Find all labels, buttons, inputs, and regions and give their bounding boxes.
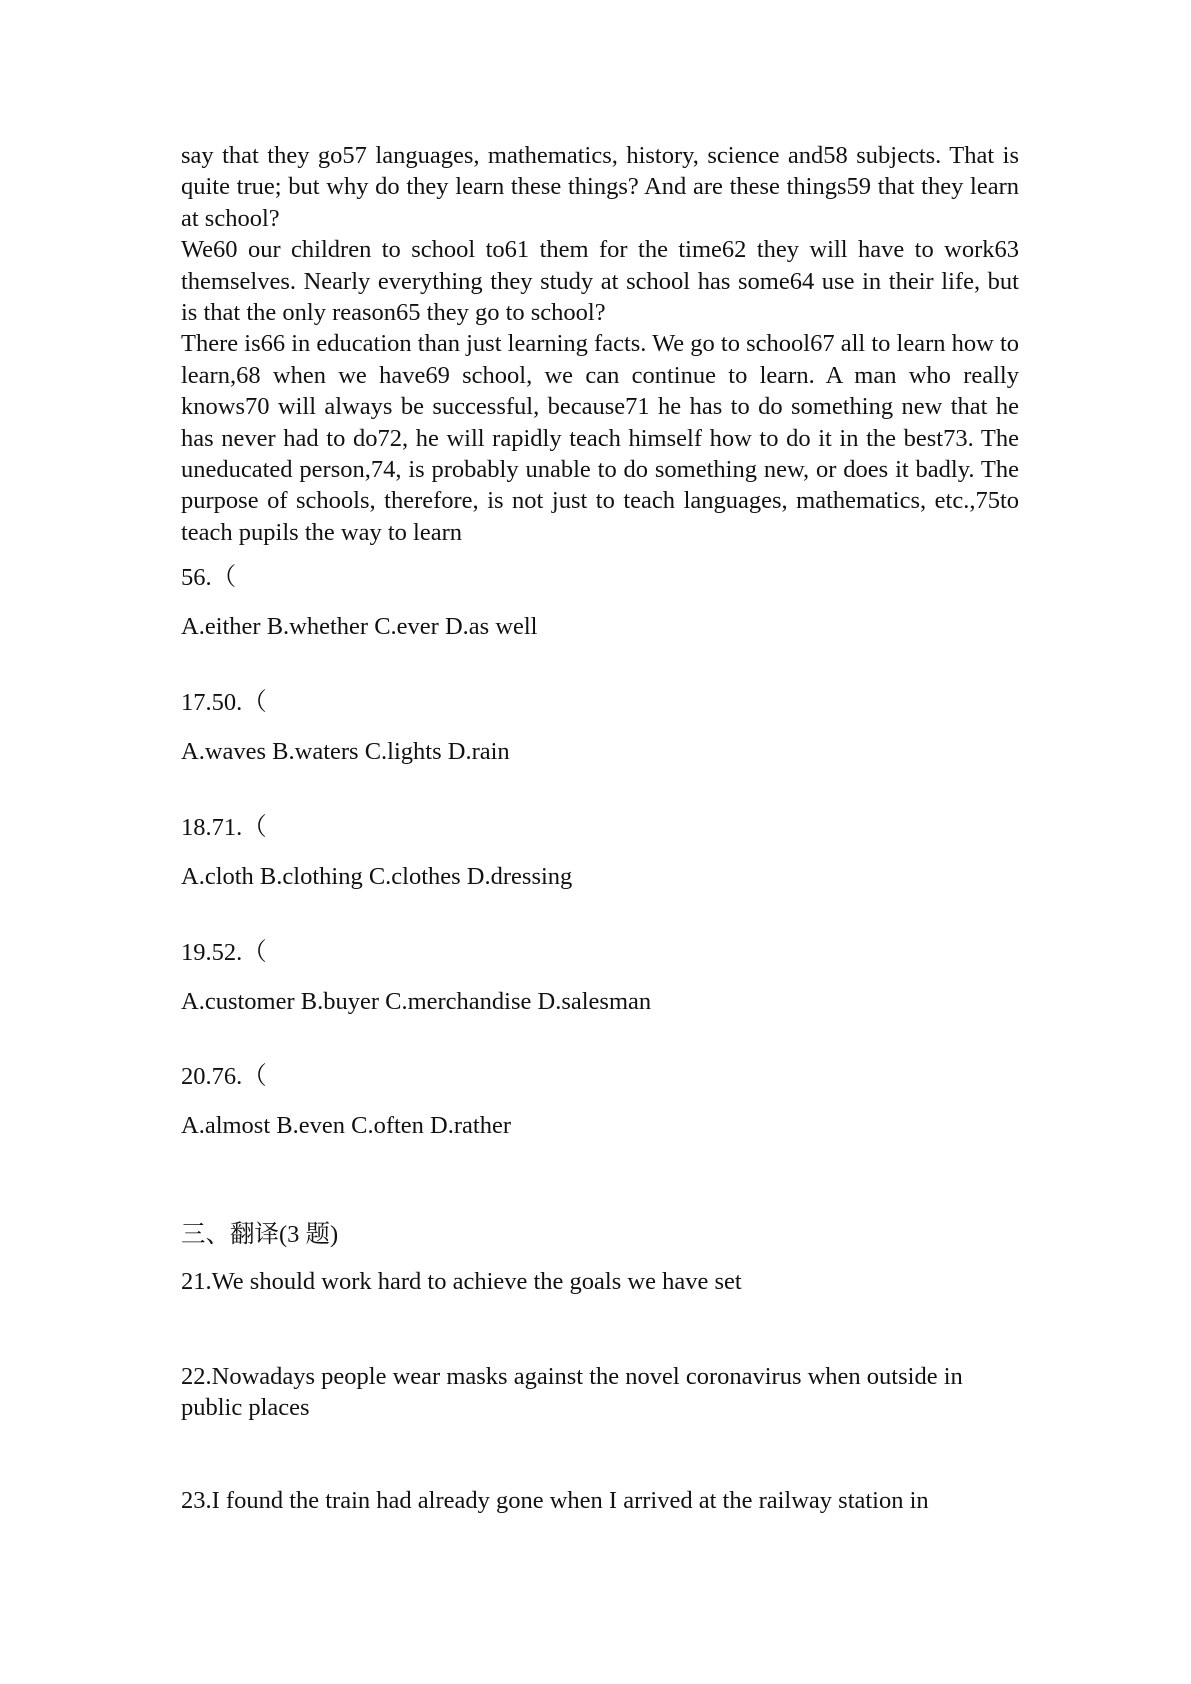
question-number: 20.76.（ (181, 1063, 267, 1090)
question-options: A.cloth B.clothing C.clothes D.dressing (181, 863, 573, 890)
question-number: 19.52.（ (181, 939, 267, 966)
passage-paragraph: say that they go57 languages, mathematics, history, science and58 subjects. That is quite true; but why do they learn these things? And are these things59 that they learn at school? (181, 142, 1019, 232)
question-number: 17.50.（ (181, 689, 267, 716)
question-options: A.waves B.waters C.lights D.rain (181, 738, 510, 765)
translation-item: 23.I found the train had already gone when I arrived at the railway station in (181, 1487, 929, 1514)
reading-passage (181, 140, 1019, 548)
section-heading: 三、翻译(3 题) (181, 1221, 339, 1248)
question-number: 56.（ (181, 564, 237, 591)
question-options: A.almost B.even C.often D.rather (181, 1112, 511, 1139)
question-options: A.customer B.buyer C.merchandise D.salesman (181, 988, 652, 1015)
question-options: A.either B.whether C.ever D.as well (181, 613, 538, 640)
translation-item: 22.Nowadays people wear masks against the novel coronavirus when outside in public places (181, 1363, 963, 1422)
question-number: 18.71.（ (181, 814, 267, 841)
translation-item: 21.We should work hard to achieve the goals we have set (181, 1268, 742, 1295)
passage-paragraph: We60 our children to school to61 them for the time62 they will have to work63 themselves. Nearly everything they study at school has some64 use in their life, but is that the only reason65 they go to school? (181, 236, 1019, 327)
passage-paragraph: There is66 in education than just learning facts. We go to school67 all to learn how to learn,68 when we have69 school, we can continue to learn. A man who really knows70 will always be successful, because71 he has to do something new that he has never had to do72, he will rapidly teach himself how to do it in the best73. The uneducated person,74, is probably unable to do something new, or does it badly. The purpose of schools, therefore, is not just to teach languages, mathematics, etc.,75to teach pupils the way to learn (181, 330, 1019, 546)
